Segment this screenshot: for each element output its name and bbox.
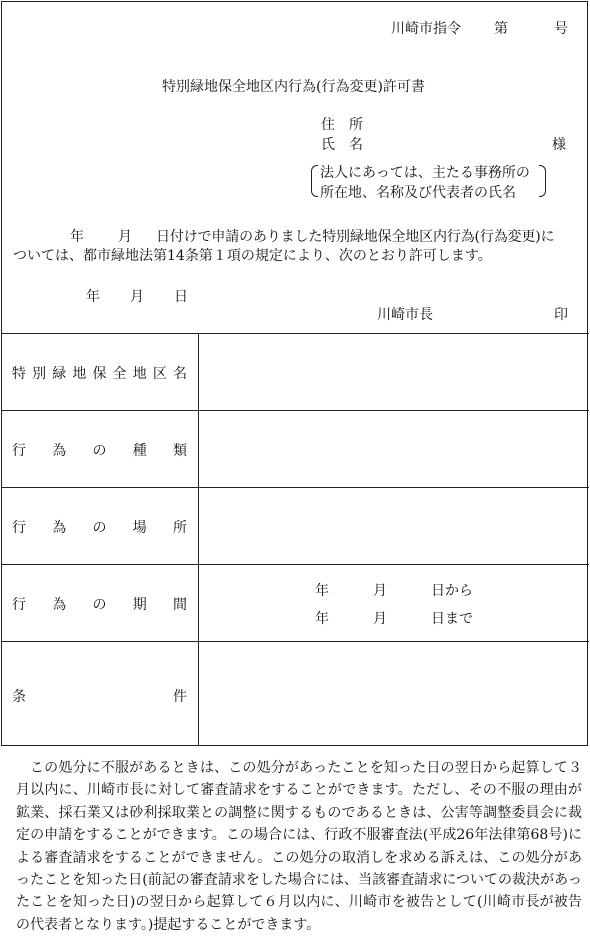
body-line2: ついては、都市緑地法第14条第１項の規定により、次のとおり許可します。	[13, 248, 492, 264]
period-to-day: 日まで	[431, 611, 473, 627]
period-to-month: 月	[373, 611, 387, 627]
row-divider	[2, 487, 589, 488]
row-divider	[2, 564, 589, 565]
period-from-day: 日から	[431, 583, 473, 599]
corp-note-line2: 所在地、名称及び代表者の氏名	[320, 185, 516, 201]
appeal-notice	[16, 757, 582, 936]
number-prefix: 第	[494, 21, 508, 37]
corp-note-line1: 法人にあっては、主たる事務所の	[320, 165, 530, 181]
address-label: 住 所	[321, 117, 363, 133]
number-suffix: 号	[554, 21, 568, 37]
honorific: 様	[552, 137, 566, 153]
label-conditions: 条 件	[12, 689, 187, 705]
name-label: 氏 名	[321, 137, 363, 153]
mayor-label: 川崎市長	[377, 307, 433, 323]
period-to-year: 年	[315, 611, 329, 627]
column-divider	[198, 333, 199, 746]
document-title: 特別緑地保全地区内行為(行為変更)許可書	[162, 79, 425, 95]
date-day: 日	[174, 289, 188, 305]
period-from-year: 年	[315, 583, 329, 599]
seal-mark: 印	[554, 307, 568, 323]
left-bracket	[311, 165, 318, 197]
appeal-notice-text: この処分に不服があるときは、この処分があったことを知った日の翌日から起算して３月以内に、川崎市長に対して審査請求をすることができます。ただし、その不服の理由が鉱業、採石業又は砂利採取業との調整に関するものであるときは、公害等調整委員会に裁定の申請をすることができます。この場合には、行政不服審査法(平成26年法律第68号)による審査請求をすることができません。この処分の取消しを求める訴えは、この処分があったことを知った日(前記の審査請求をした場合には、当該審査請求についての裁決があったことを知った日)の翌日から起算して６月以内に、川崎市を被告として(川崎市長が被告の代表者となります。)提起することができます。	[16, 760, 582, 933]
label-activity-period: 行 為 の 期 間	[12, 597, 187, 613]
right-bracket	[539, 165, 546, 197]
label-green-district-name: 特 別 緑 地 保 全 地 区 名	[12, 366, 187, 382]
label-activity-type: 行 為 の 種 類	[12, 443, 187, 459]
permit-form-frame	[1, 1, 588, 746]
body-month: 月	[118, 229, 132, 245]
label-activity-location: 行 為 の 場 所	[12, 520, 187, 536]
date-month: 月	[130, 289, 144, 305]
row-divider	[2, 410, 589, 411]
body-year: 年	[70, 229, 84, 245]
body-line1-text: 日付けで申請のありました特別緑地保全地区内行為(行為変更)に	[156, 229, 555, 245]
table-top-border	[2, 333, 589, 334]
row-divider	[2, 641, 589, 642]
date-year: 年	[86, 289, 100, 305]
designation-label: 川崎市指令	[391, 21, 461, 37]
period-from-month: 月	[373, 583, 387, 599]
